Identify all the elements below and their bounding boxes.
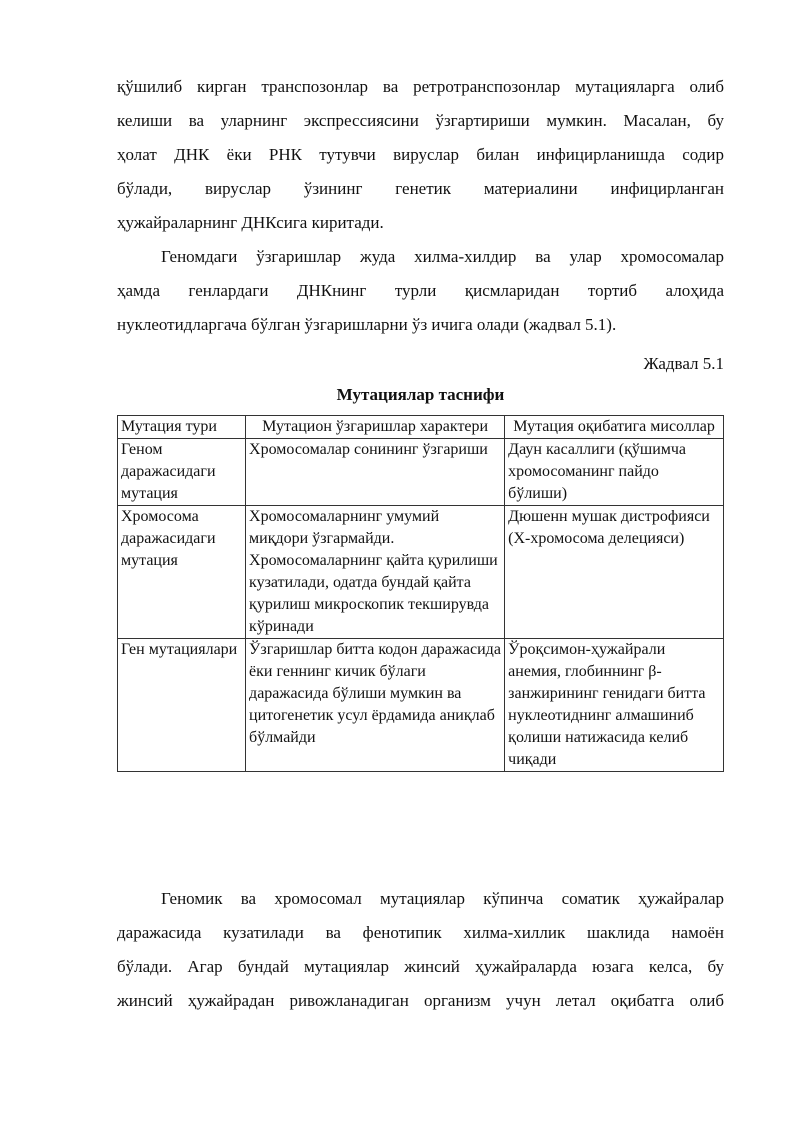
text-line: бўлади. Агар бундай мутациялар жинсий ҳужайраларда юзага келса, бу (117, 957, 724, 976)
table-cell-type: Ген мутациялари (118, 639, 246, 772)
text-line: бўлади, вируслар ўзининг генетик материалини инфицирланган (117, 179, 724, 198)
table-cell-character: Ўзгаришлар битта кодон даражасида ёки геннинг кичик бўлаги даражасида бўлиши мумкин ва цитогенетик усул ёрдамида аниқлаб бўлмайди (246, 639, 505, 772)
text-line: Геномдаги ўзгаришлар жуда хилма-хилдир ва улар хромосомалар (161, 247, 724, 266)
text-line: ҳамда генлардаги ДНКнинг турли қисмларидан тортиб алоҳида (117, 281, 724, 300)
text-line: Геномик ва хромосомал мутациялар кўпинча соматик ҳужайралар (161, 889, 724, 908)
column-header-type: Мутация тури (118, 416, 246, 439)
paragraph-genome-changes (117, 240, 724, 342)
table-row (118, 639, 724, 772)
table-cell-example: Ўроқсимон-ҳужайрали анемия, глобиннинг β-занжирининг генидаги битта нуклеотиднинг алмашиниб қолиши натижасида келиб чиқади (505, 639, 724, 772)
table-caption: Жадвал 5.1 (643, 354, 724, 373)
column-header-character: Мутацион ўзгаришлар характери (246, 416, 505, 439)
table-row (118, 506, 724, 639)
text-line: даражасида кузатилади ва фенотипик хилма-хиллик шаклида намоён (117, 923, 724, 942)
text-line: нуклеотидларгача бўлган ўзгаришларни ўз ичига олади (жадвал 5.1). (117, 315, 617, 334)
document-page (117, 70, 724, 1010)
table-cell-type: Геном даражасидаги мутация (118, 439, 246, 506)
table-header-row (118, 416, 724, 439)
text-line: жинсий ҳужайрадан ривожланадиган организм учун летал оқибатга олиб (117, 991, 724, 1010)
table-cell-character: Хромосомалар сонининг ўзгариши (246, 439, 505, 506)
table-cell-type: Хромосома даражасидаги мутация (118, 506, 246, 639)
paragraph-transposons (117, 70, 724, 240)
mutation-classification-table (117, 415, 724, 772)
text-line: қўшилиб кирган транспозонлар ва ретротранспозонлар мутацияларга олиб (117, 77, 724, 96)
table-cell-character: Хромосомаларнинг умумий миқдори ўзгармайди. Хромосомаларнинг қайта қурилиши кузатилади, одатда бундай қайта қурилиш микроскопик текширувда кўринади (246, 506, 505, 639)
table-cell-example: Даун касаллиги (қўшимча хромосоманинг пайдо бўлиши) (505, 439, 724, 506)
table-row (118, 439, 724, 506)
text-line: ҳужайраларнинг ДНКсига киритади. (117, 213, 384, 232)
text-line: ҳолат ДНК ёки РНК тутувчи вируслар билан инфицирланишда содир (117, 145, 724, 164)
table-title: Мутациялар таснифи (336, 385, 505, 404)
text-line: келиши ва уларнинг экспрессиясини ўзгартириши мумкин. Масалан, бу (117, 111, 724, 130)
column-header-example: Мутация оқибатига мисоллар (505, 416, 724, 439)
table-cell-example: Дюшенн мушак дистрофияси (Х-хромосома делецияси) (505, 506, 724, 639)
paragraph-genomic-chromosomal (117, 882, 724, 1018)
